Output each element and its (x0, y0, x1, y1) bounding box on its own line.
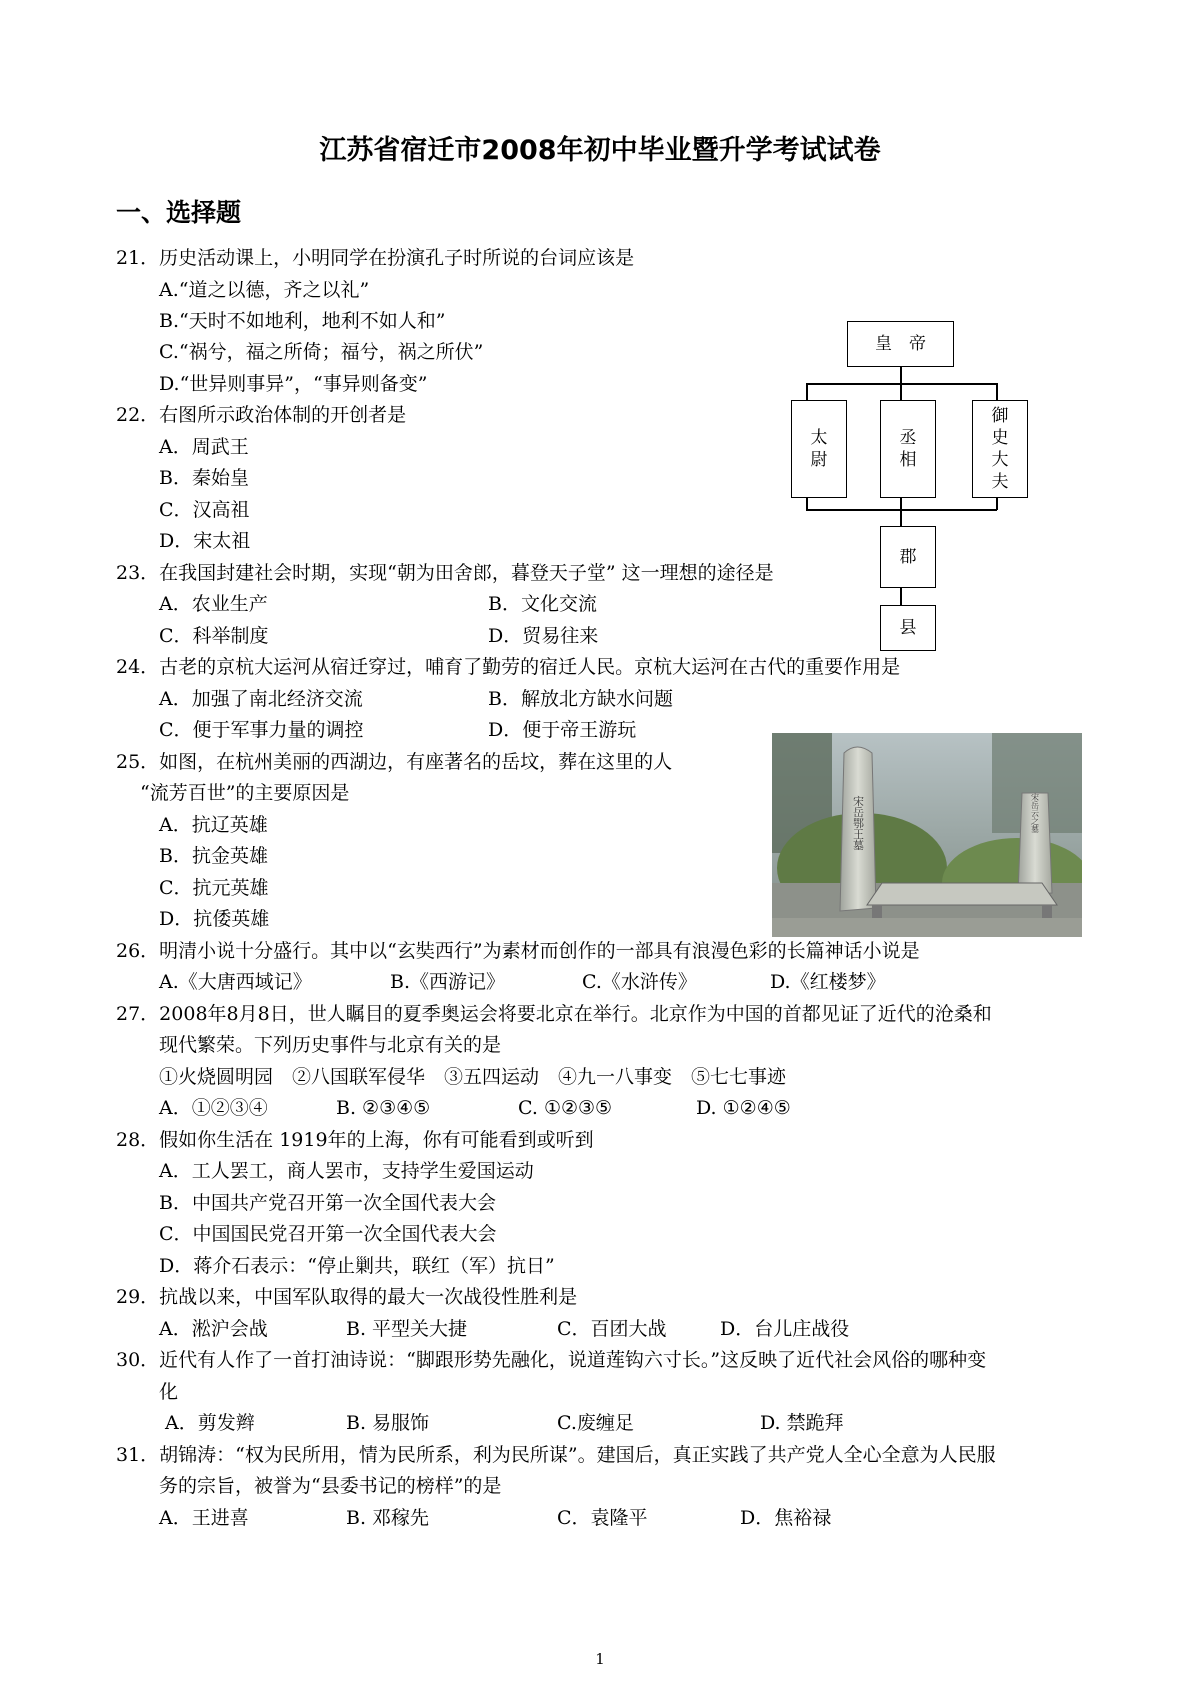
question-29-option-b: B. 平型关大捷 (346, 1318, 468, 1340)
question-28-option-d: D．蒋介石表示：“停止剿共，联红（军）抗日” (159, 1255, 555, 1277)
question-29-option-a: A．淞沪会战 (159, 1318, 268, 1340)
question-31-option-a: A．王进喜 (159, 1507, 249, 1529)
diagram-connector (900, 498, 902, 527)
question-31-option-b: B. 邓稼先 (346, 1507, 430, 1529)
diagram-box-jun (880, 526, 936, 588)
question-30-option-b: B. 易服饰 (346, 1412, 430, 1434)
question-21-stem: 21．历史活动课上，小明同学在扮演孔子时所说的台词应该是 (116, 247, 635, 269)
question-22-option-a: A．周武王 (159, 436, 249, 458)
question-31-option-d: D．焦裕禄 (740, 1507, 832, 1529)
diagram-connector (900, 383, 902, 400)
question-26-option-b: B.《西游记》 (390, 971, 506, 993)
question-28-stem: 28．假如你生活在 1919年的上海，你有可能看到或听到 (116, 1129, 594, 1151)
question-25-option-a: A．抗辽英雄 (159, 814, 268, 836)
page-title: 江苏省宿迁市2008年初中毕业暨升学考试试卷 (319, 135, 881, 166)
question-29-option-c: C．百团大战 (557, 1318, 667, 1340)
yue-fei-tomb-photo (772, 733, 1082, 937)
question-27-option-a: A．①②③④ (159, 1097, 268, 1119)
diagram-connector (806, 383, 808, 400)
diagram-label-taiwei: 太尉 (810, 428, 828, 470)
question-26-stem: 26．明清小说十分盛行。其中以“玄奘西行”为素材而创作的一部具有浪漫色彩的长篇神话小说是 (116, 940, 920, 962)
question-23-option-a: A．农业生产 (159, 593, 268, 615)
question-28-option-b: B．中国共产党召开第一次全国代表大会 (159, 1192, 496, 1214)
diagram-label-xian: 县 (899, 618, 917, 638)
question-22-stem: 22．右图所示政治体制的开创者是 (116, 404, 407, 426)
question-27-option-d: D. ①②④⑤ (696, 1097, 791, 1119)
question-28-option-c: C．中国国民党召开第一次全国代表大会 (159, 1223, 497, 1245)
diagram-box-emperor (847, 321, 954, 367)
question-25-option-d: D．抗倭英雄 (159, 908, 270, 930)
diagram-connector (900, 367, 902, 384)
question-25-stem-line2: “流芳百世”的主要原因是 (140, 782, 350, 804)
question-30-option-d: D. 禁跪拜 (760, 1412, 844, 1434)
question-31-stem-line1: 31．胡锦涛：“权为民所用，情为民所系，利为民所谋”。建国后，真正实践了共产党人全心全意为人民服 (116, 1444, 996, 1466)
question-27-stem-line2: 现代繁荣。下列历史事件与北京有关的是 (159, 1034, 502, 1056)
question-24-option-b: B．解放北方缺水问题 (488, 688, 673, 710)
question-29-stem: 29．抗战以来，中国军队取得的最大一次战役性胜利是 (116, 1286, 578, 1308)
question-27-option-c: C. ①②③⑤ (518, 1097, 613, 1119)
question-21-option-a: A.“道之以德，齐之以礼” (159, 279, 370, 301)
question-31-stem-line2: 务的宗旨，被誉为“县委书记的榜样”的是 (159, 1475, 502, 1497)
question-24-option-d: D．便于帝王游玩 (488, 719, 637, 741)
diagram-label-yushi: 御史大夫 (991, 406, 1009, 492)
question-21-option-d: D.“世异则事异”，“事异则备变” (159, 373, 428, 395)
question-25-option-c: C．抗元英雄 (159, 877, 269, 899)
question-25-option-b: B．抗金英雄 (159, 845, 268, 867)
question-30-option-c: C.废缠足 (557, 1412, 634, 1434)
question-27-option-b: B. ②③④⑤ (336, 1097, 431, 1119)
diagram-connector (996, 383, 998, 400)
question-30-stem-line2: 化 (159, 1381, 179, 1403)
question-23-option-d: D．贸易往来 (488, 625, 599, 647)
diagram-label-jun: 郡 (899, 547, 917, 567)
question-23-option-c: C．科举制度 (159, 625, 269, 647)
question-22-option-d: D．宋太祖 (159, 530, 251, 552)
diagram-box-taiwei (791, 400, 847, 498)
question-21-option-c: C.“祸兮，福之所倚；福兮，祸之所伏” (159, 341, 484, 363)
question-27-items: ①火烧圆明园 ②八国联军侵华 ③五四运动 ④九一八事变 ⑤七七事迹 (159, 1066, 787, 1088)
question-27-stem-line1: 27．2008年8月8日，世人瞩目的夏季奥运会将要北京在举行。北京作为中国的首都见证了近代的沧桑和 (116, 1003, 992, 1025)
question-26-option-c: C.《水浒传》 (582, 971, 697, 993)
section-heading: 一、选择题 (116, 198, 242, 227)
question-23-stem: 23．在我国封建社会时期，实现“朝为田舍郎，暮登天子堂” 这一理想的途径是 (116, 562, 774, 584)
stele-inscription-right: 宋岳云之墓 (1030, 793, 1040, 833)
question-23-option-b: B．文化交流 (488, 593, 597, 615)
stele-inscription-left: 宋岳鄂王墓 (851, 795, 865, 851)
diagram-label-chengxiang: 丞相 (899, 428, 917, 470)
question-24-option-c: C．便于军事力量的调控 (159, 719, 364, 741)
question-22-option-b: B．秦始皇 (159, 467, 249, 489)
question-30-stem-line1: 30．近代有人作了一首打油诗说：“脚跟形势先融化，说道莲钩六寸长。”这反映了近代社会风俗的哪种变 (116, 1349, 987, 1371)
page-number: 1 (595, 1650, 605, 1668)
question-24-option-a: A．加强了南北经济交流 (159, 688, 363, 710)
diagram-connector (806, 383, 997, 385)
question-21-option-b: B.“天时不如地利，地利不如人和” (159, 310, 446, 332)
question-29-option-d: D．台儿庄战役 (720, 1318, 850, 1340)
tomb-photo-illustration (772, 733, 1082, 937)
question-31-option-c: C．袁隆平 (557, 1507, 648, 1529)
question-26-option-d: D.《红楼梦》 (770, 971, 886, 993)
question-28-option-a: A．工人罢工，商人罢市，支持学生爱国运动 (159, 1160, 534, 1182)
diagram-label-emperor: 皇 帝 (875, 334, 926, 354)
question-26-option-a: A.《大唐西域记》 (159, 971, 312, 993)
question-22-option-c: C．汉高祖 (159, 499, 250, 521)
question-24-stem: 24．古老的京杭大运河从宿迁穿过，哺育了勤劳的宿迁人民。京杭大运河在古代的重要作用是 (116, 656, 901, 678)
diagram-box-xian (880, 605, 936, 651)
diagram-box-yushi (972, 400, 1028, 498)
diagram-box-chengxiang (880, 400, 936, 498)
question-25-stem-line1: 25．如图，在杭州美丽的西湖边，有座著名的岳坟，葬在这里的人 (116, 751, 673, 773)
question-30-option-a: A．剪发辫 (165, 1412, 255, 1434)
diagram-connector (900, 588, 902, 606)
diagram-connector (806, 509, 997, 511)
